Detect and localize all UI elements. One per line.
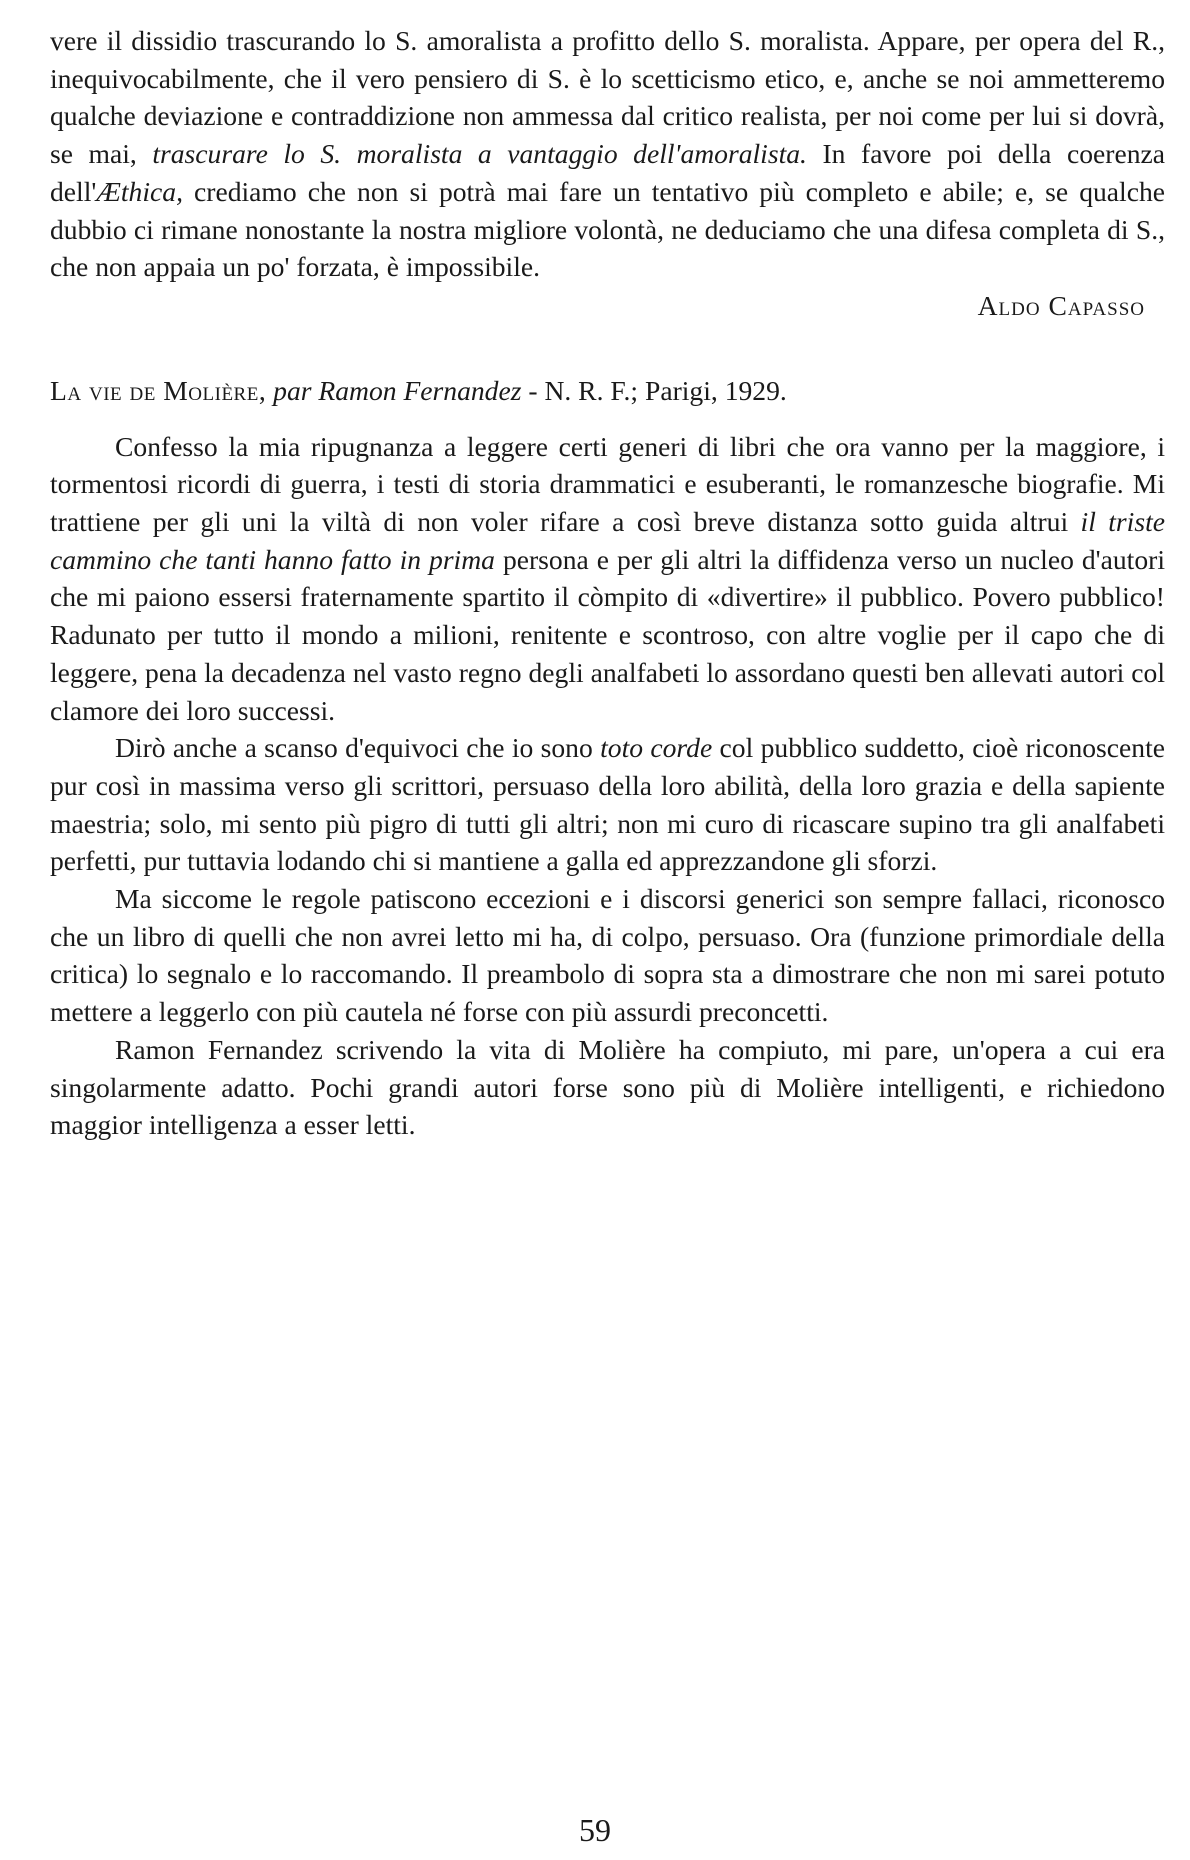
reviewed-book-author: par Ramon Fernandez xyxy=(273,374,522,406)
body-paragraph xyxy=(50,729,1165,880)
text-run: Dirò anche a scanso d'equivoci che io sono xyxy=(115,732,601,764)
body-paragraph xyxy=(50,880,1165,1031)
text-run: persona e per gli altri la diffidenza verso un nucleo d'autori che mi paiono essersi fraternamente spartito il còmpito di «divertire» il pubblico. Povero pubblico! Radunato per tutto il mondo a milioni, renitente e scontroso, con altre voglie per il capo che di leggere, pena la decadenza nel vasto regno degli analfabeti lo assordano questi ben allevati autori col clamore dei loro successi. xyxy=(50,543,1166,726)
italic-text-run: toto corde xyxy=(600,732,713,764)
reviewed-book-publisher: - N. R. F.; Parigi, 1929. xyxy=(521,374,787,406)
text-run: vere il dissidio trascurando lo S. amoralista a profitto dello S. moralista. Appare, per opera del R., inequivocabilmente, che il vero pensiero di S. è lo scetticismo etico, e, anche se noi ammetteremo qualche deviazione e contraddizione non ammessa dal critico realista, per noi come per lui si dovrà, se mai, xyxy=(50,25,1165,170)
italic-text-run: trascurare lo S. moralista a vantaggio dell'amoralista. xyxy=(152,138,807,170)
text-run: col pubblico suddetto, cioè riconoscente pur così in massima verso gli scrittori, persuaso della loro abilità, della loro grazia e della sapiente maestria; solo, mi sento più pigro di tutti gli altri; non mi curo di ricascare supino tra gli analfabeti perfetti, pur tuttavia lodando chi si mantiene a galla ed apprezzandone gli sforzi. xyxy=(50,732,1165,877)
italic-text-run: il triste cammino che tanti hanno fatto in prima xyxy=(50,506,1165,575)
text-run: Confesso la mia ripugnanza a leggere certi generi di libri che ora vanno per la maggiore, i tormentosi ricordi di guerra, i testi di storia drammatici e esuberanti, le romanzesche biografie. Mi trattiene per gli uni la viltà di non voler rifare a così breve distanza sotto guida altrui xyxy=(50,430,1165,538)
body-paragraph xyxy=(50,428,1165,730)
text-run: Ramon Fernandez scrivendo la vita di Molière ha compiuto, mi pare, un'opera a cui era singolarmente adatto. Pochi grandi autori forse sono più di Molière intelligenti, e richiedono maggior intelligenza a esser letti. xyxy=(50,1033,1165,1141)
review-heading xyxy=(50,372,1165,410)
reviewed-book-title: La vie de Molière, xyxy=(50,374,267,406)
text-run: Ma siccome le regole patiscono eccezioni e i discorsi generici son sempre fallaci, riconosco che un libro di quelli che non avrei letto mi ha, di colpo, persuaso. Ora (funzione primordiale della critica) lo segnalo e lo raccomando. Il preambolo di sopra sta a dimostrare che non mi sarei potuto mettere a leggerlo con più cautela né forse con più assurdi preconcetti. xyxy=(50,883,1165,1028)
page-number: 59 xyxy=(579,1812,611,1848)
page-body xyxy=(50,22,1165,1144)
review-signature: Aldo Capasso xyxy=(977,289,1145,321)
review-closing-paragraph xyxy=(50,22,1165,286)
italic-title-ethica: Æthica, xyxy=(96,175,183,207)
body-paragraph xyxy=(50,1031,1165,1144)
text-run: In favore poi della coerenza dell' xyxy=(50,138,1165,207)
text-run: crediamo che non si potrà mai fare un tentativo più completo e abile; e, se qualche dubbio ci rimane nonostante la nostra migliore volontà, ne deduciamo che una difesa completa di S., che non appaia un po' forzata, è impossibile. xyxy=(50,175,1165,283)
